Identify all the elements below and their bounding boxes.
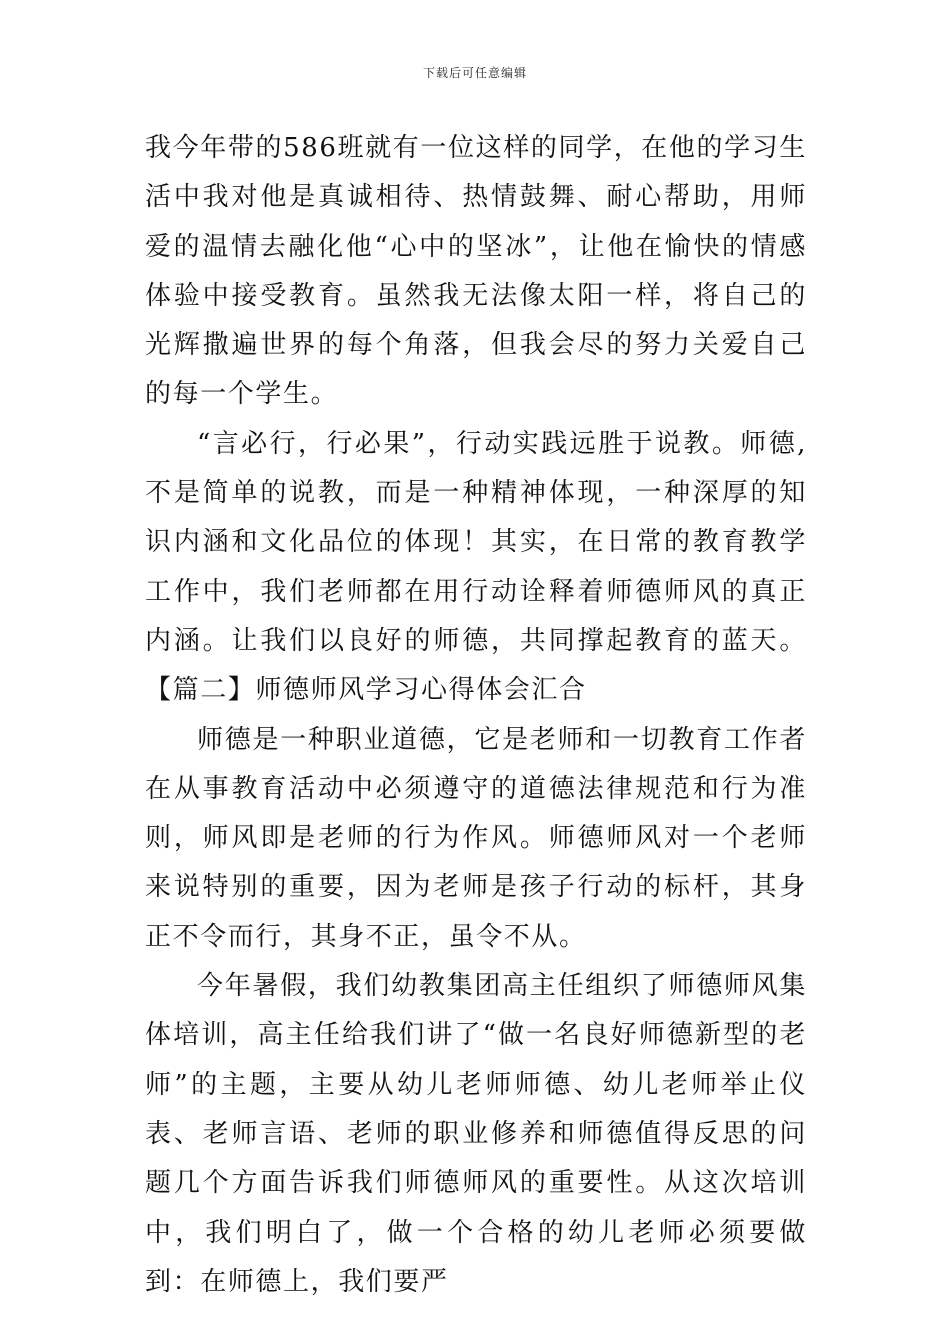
paragraph-3: 师德是一种职业道德，它是老师和一切教育工作者在从事教育活动中必须遵守的道德法律规范和行为准则，师风即是老师的行为作风。师德师风对一个老师来说特别的重要，因为老师是孩子行动的标杆，其身正不令而行，其身不正，虽令不从。 [145, 724, 807, 952]
paragraph-1: 我今年带的586班就有一位这样的同学，在他的学习生活中我对他是真诚相待、热情鼓舞、耐心帮助，用师爱的温情去融化他“心中的坚冰”，让他在愉快的情感体验中接受教育。虽然我无法像太阳一样，将自己的光辉撒遍世界的每个角落，但我会尽的努力关爱自己的每一个学生。 [145, 133, 807, 410]
document-body [145, 124, 807, 1307]
paragraph-4: 今年暑假，我们幼教集团高主任组织了师德师风集体培训，高主任给我们讲了“做一名良好师德新型的老师”的主题，主要从幼儿老师师德、幼儿老师举止仪表、老师言语、老师的职业修养和师德值得反思的问题几个方面告诉我们师德师风的重要性。从这次培训中，我们明白了，做一个合格的幼儿老师必须要做到：在师德上，我们要严 [145, 971, 807, 1297]
page-header-note: 下载后可任意编辑 [422, 66, 527, 80]
paragraph-2: “言必行，行必果”，行动实践远胜于说教。师德,不是简单的说教，而是一种精神体现，一种深厚的知识内涵和文化品位的体现！其实，在日常的教育教学工作中，我们老师都在用行动诠释着师德师风的真正内涵。让我们以良好的师德，共同撑起教育的蓝天。【篇二】师德师风学习心得体会汇合 [145, 428, 807, 706]
